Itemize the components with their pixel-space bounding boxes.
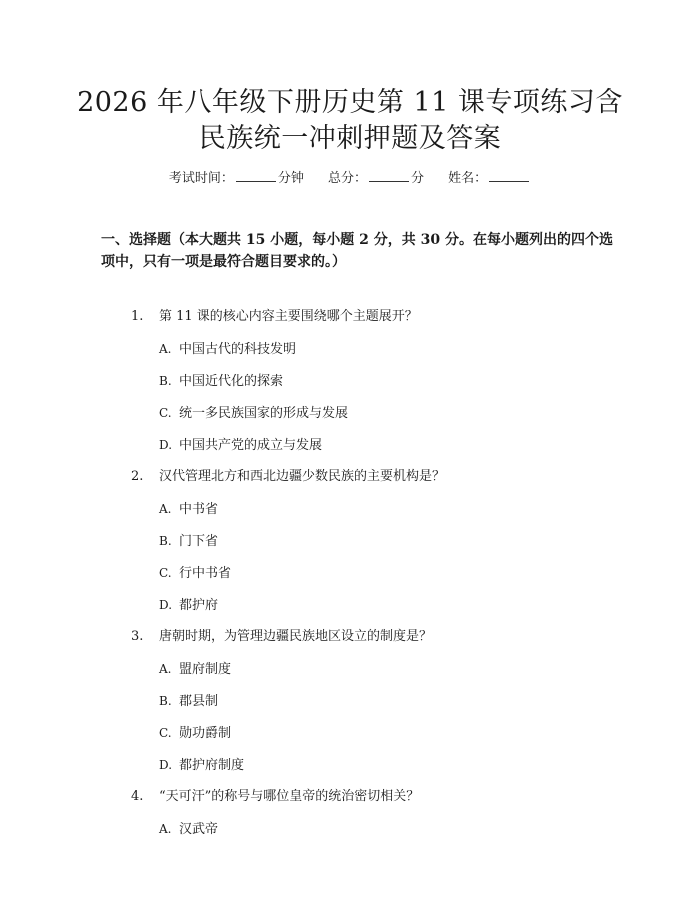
question-2 [131, 467, 611, 487]
document-title-line-2: 民族统一冲刺押题及答案 [198, 123, 502, 154]
option-text: 汉武帝 [179, 822, 219, 837]
exam-time-unit: 分钟 [277, 171, 304, 186]
question-3 [131, 627, 611, 647]
question-3-option-d[interactable] [159, 755, 599, 776]
option-letter: A. [159, 502, 172, 516]
question-1-option-c[interactable] [159, 403, 599, 424]
option-text: 门下省 [179, 534, 219, 549]
question-3-option-b[interactable] [159, 691, 599, 712]
question-4-option-a[interactable] [159, 819, 599, 840]
question-text: 第 11 课的核心内容主要围绕哪个主题展开？ [159, 309, 418, 324]
section-heading-line-1: 一、选择题（本大题共 15 小题，每小题 2 分，共 30 分。在每小题列出的四个选 [101, 232, 613, 248]
question-1-option-a[interactable] [159, 339, 599, 360]
total-score-unit: 分 [411, 171, 425, 186]
question-3-option-c[interactable] [159, 723, 599, 744]
option-letter: B. [159, 534, 172, 548]
name-field [448, 168, 531, 189]
question-number: 1. [131, 309, 144, 324]
option-text: 盟府制度 [179, 662, 232, 677]
section-heading-line-2: 项中，只有一项是最符合题目要求的。） [101, 254, 346, 270]
option-text: 中国共产党的成立与发展 [179, 438, 323, 453]
option-letter: B. [159, 694, 172, 708]
question-2-option-c[interactable] [159, 563, 599, 584]
question-4 [131, 787, 611, 807]
exam-time-blank[interactable] [236, 168, 276, 182]
question-number: 4. [131, 789, 144, 804]
option-text: 都护府 [179, 598, 219, 613]
option-text: 行中书省 [179, 566, 232, 581]
question-1-option-d[interactable] [159, 435, 599, 456]
option-letter: C. [159, 566, 172, 580]
option-letter: A. [159, 662, 172, 676]
option-letter: A. [159, 342, 172, 356]
question-2-option-a[interactable] [159, 499, 599, 520]
option-text: 中国近代化的探索 [179, 374, 284, 389]
question-number: 3. [131, 629, 144, 644]
option-text: 中书省 [179, 502, 219, 517]
option-text: 勋功爵制 [179, 726, 232, 741]
question-2-option-b[interactable] [159, 531, 599, 552]
option-text: 统一多民族国家的形成与发展 [179, 406, 349, 421]
option-letter: A. [159, 822, 172, 836]
exam-meta [0, 168, 700, 189]
question-text: “天可汗”的称号与哪位皇帝的统治密切相关？ [159, 789, 420, 804]
option-text: 郡县制 [179, 694, 219, 709]
option-text: 都护府制度 [179, 758, 245, 773]
exam-time-field [169, 168, 304, 189]
question-1 [131, 307, 611, 327]
option-letter: C. [159, 726, 172, 740]
option-letter: B. [159, 374, 172, 388]
total-score-blank[interactable] [369, 168, 409, 182]
document-title-line-1: 2026 年八年级下册历史第 11 课专项练习含 [77, 87, 623, 118]
option-text: 中国古代的科技发明 [179, 342, 297, 357]
question-number: 2. [131, 469, 144, 484]
question-text: 唐朝时期，为管理边疆民族地区设立的制度是？ [159, 629, 433, 644]
question-3-option-a[interactable] [159, 659, 599, 680]
option-letter: D. [159, 598, 173, 612]
option-letter: C. [159, 406, 172, 420]
exam-time-label: 考试时间： [168, 171, 234, 186]
name-blank[interactable] [489, 168, 529, 182]
question-text: 汉代管理北方和西北边疆少数民族的主要机构是？ [159, 469, 446, 484]
question-1-option-b[interactable] [159, 371, 599, 392]
option-letter: D. [159, 438, 173, 452]
option-letter: D. [159, 758, 173, 772]
name-label: 姓名： [448, 171, 488, 186]
total-score-label: 总分： [327, 171, 367, 186]
total-score-field [328, 168, 424, 189]
question-2-option-d[interactable] [159, 595, 599, 616]
